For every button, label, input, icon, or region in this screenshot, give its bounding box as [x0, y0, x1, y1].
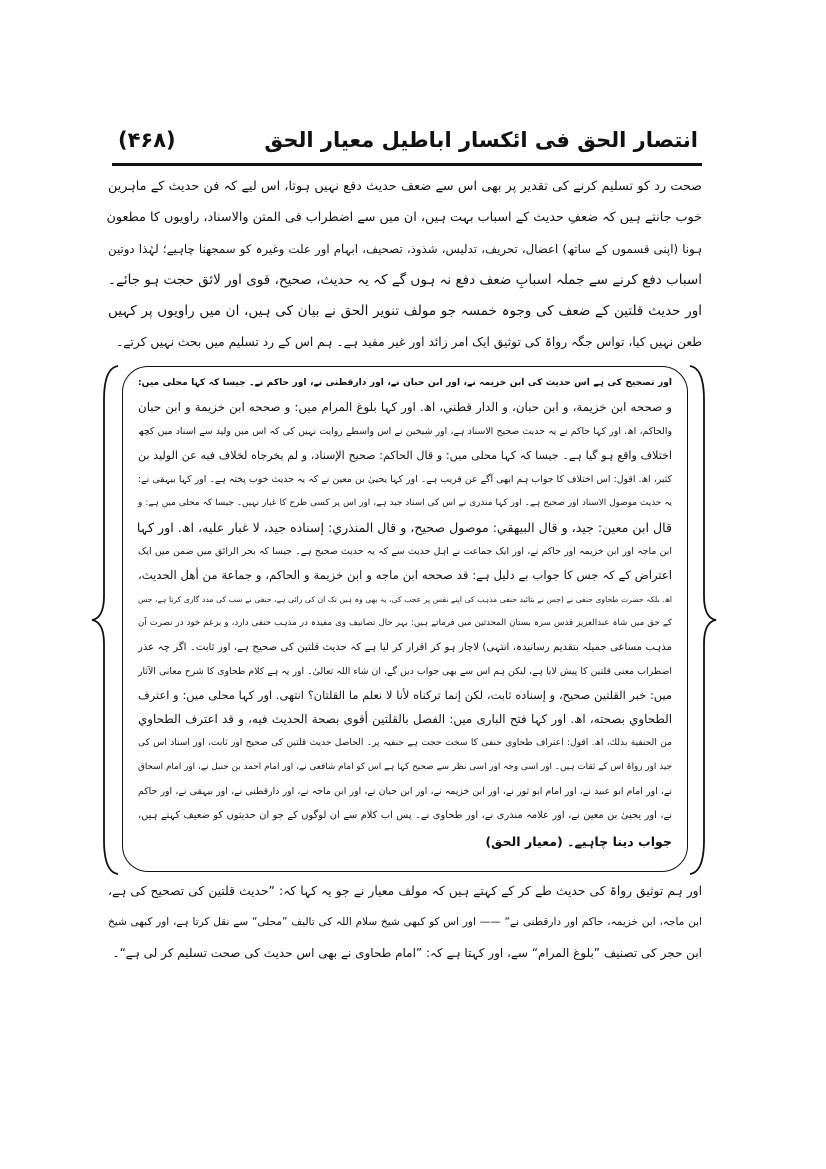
right-brace-ornament	[688, 360, 718, 880]
text-line: ابن ماجہ، ابن خزیمہ، حاکم اور دارقطنی نے“ —— اور اس کو کبھی شیخ سلام اللہ کی تالیف ”محلی“ سے نقل کرتا ہے، اور کبھی شیخ	[108, 916, 702, 928]
quote-line: اضطراب معنی قلتین کا پیش لایا ہے، لیکن ہم اس سے بھی جواب دیں گے، ان شاء اللہ تعالیٰ۔ اور یہ ہے کلام طحاوی کا شرح معانی الآثار	[138, 666, 672, 677]
page-number: (۴۶۸)	[118, 128, 176, 152]
text-line: ابن حجر کی تصنیف ”بلوغ المرام“ سے، اور کہتا ہے کہ: ”امام طحاوی نے بھی اس حدیث کی صحت تسلیم کر لی ہے“۔	[112, 946, 702, 960]
running-header-title: انتصار الحق فی ائکسار اباطیل معیار الحق	[264, 128, 698, 152]
quote-line: میں: خبر القلتين صحيح، و إسناده ثابت، لكن إنما تركناه لأنا لا نعلم ما القلتان؟ انتهى. اور کہا محلی میں: و اعترف	[138, 688, 672, 702]
quote-line: اختلاف واقع ہو گیا ہے۔ جیسا کہ کہا محلی میں: و قال الحاكم: صحيح الإسناد، و لم يخرجاه لخلاف فيه عن الوليد بن	[138, 449, 672, 462]
quote-line: اھ. بلکہ حضرت طحاوی حنفی نے (جس نے بتائید حنفی مذہب کی اپنے نفس پر عجب کی، یہ بھی وہ ہیں تک ان کی رائی ہے، حنفی نے سب کی مدد گاری کرتا ہے، جس	[138, 595, 672, 604]
left-brace-ornament	[90, 360, 120, 880]
quote-line: كثير، اھ. اقول: اس اختلاف کا جواب ہم ابھی آگے عن قریب ہے۔ اور کہا یحییٰ بن معین نے کہ یہ حدیث خوب پختہ ہے۔ اور کہا بیہقی نے:	[138, 474, 672, 485]
quote-line: اور تصحیح کی ہے اس حدیث کی ابن خزیمہ نے، اور ابن حبان نے، اور دارقطنی نے، اور حاکم نے۔ جیسا کہ کہا محلی میں:	[138, 378, 672, 388]
quote-line: مذہب مساعی جمیلہ بتقدیم رسانیدہ، انتہی) لاچار ہو کر اقرار کر لیا ہے کہ حدیث قلتین کی صحیح ہے، اور ثابت۔ اگر چہ عذر	[138, 642, 672, 653]
quote-line: جید اور رواۃ اس کے ثقات ہیں۔ اور اسی وجہ اور اسی نظر سے صحیح کہا ہے اس کو امام شافعی نے، اور امام احمد بن حنبل نے، اور امام اسحاق	[138, 762, 672, 772]
quote-line: اعتراض کے کہ جس کا جواب بے دلیل ہے: قد صححه ابن ماجه و ابن خزيمة و الحاكم، و جماعة من أهل الحديث،	[138, 568, 672, 582]
quote-line: و صححه ابن خزيمة، و ابن حبان، و الدار قطني، اھ. اور کہا بلوغ المرام میں: و صححه ابن خزيمة و ابن حبان	[138, 400, 672, 414]
text-line: خوب جانتے ہیں کہ ضعفِ حدیث کے اسباب بہت ہیں، ان میں سے اضطراب فی المتن والاسناد، راویوں کا مطعون	[106, 210, 702, 225]
text-line: اور حدیث قلتین کے ضعف کی وجوہ خمسہ جو مولف تنویر الحق نے بیان کی ہیں، ان میں راویوں پر کہیں	[108, 303, 702, 319]
quote-line: ابن ماجہ اور ابن خزیمہ اور حاکم نے، اور ایک جماعت نے اہل حدیث سے کہ یہ حدیث صحیح ہے۔ جیسا کہ بحر الرائق میں ضمن میں ایک	[138, 546, 672, 557]
quote-line: نے، اور یحییٰ بن معین نے، اور علامہ منذری نے، اور طحاوی نے۔ پس اب کلام سے ان لوگوں کے جو ان حدیثوں کو ضعیف کہتے ہیں،	[138, 810, 672, 821]
quote-line: من الحنفية بذلك، اھ. اقول: اعتراف طحاوی حنفی کا سخت حجت ہے حنفیہ پر۔ الحاصل حدیث قلتین کی صحیح اور ثابت، اور اسناد اس کی	[138, 738, 672, 748]
text-line: ہونا (اپنی قسموں کے ساتھ) اعضال، تحریف، تدلیس، شذوذ، تصحیف، ابہام اور علت وغیرہ کو سمجھنا چاہیے؛ لہٰذا دوتین	[108, 242, 702, 256]
text-line: صحت رد کو تسلیم کرنے کی تقدیر پر بھی اس سے ضعف حدیث دفع نہیں ہوتا، اس لیے کہ فن حدیث کے ماہرین	[108, 179, 702, 194]
quote-source-line: جواب دینا چاہیے۔ (معیار الحق)	[485, 834, 672, 849]
quote-line: قال ابن معين: جيد، و قال البيهقي: موصول صحيح، و قال المنذري: إسناده جيد، لا غبار عليه، اھ. اور کہا	[136, 520, 672, 535]
header-divider	[112, 163, 702, 166]
text-line: طعن نہیں کیا، تواس جگہ رواۃ کی توثیق ایک امر زائد اور غیر مفید ہے۔ ہم اس کے رد تسلیم میں بحث نہیں کرتے۔	[116, 335, 702, 349]
quote-line: نے، اور امام ابو عبید نے، اور امام ابو ثور نے، اور ابن خزیمہ نے، اور ابن حبان نے، اور ابن ماجہ نے، اور دارقطنی نے، اور بیہقی نے، اور حاکم	[138, 786, 672, 797]
quote-line: والحاكم، اھ. اور کہا حاکم نے یہ حدیث صحیح الاسناد ہے، اور شیخین نے اس واسطے روایت نہیں کی کہ اس میں ولید سے اسناد میں کچھ	[138, 426, 672, 437]
quote-line: کے حق میں شاہ عبدالعزیز قدس سرہ بستان المحدثین میں فرماتے ہیں: بہر حال تصانیف وی مفیدہ در مذہب حنفی دارد، و بزعم خود در نصرت آن	[138, 618, 672, 628]
quote-line: الطحاوي بصحته، اھ. اور کہا فتح الباری میں: الفصل بالقلتين أقوى بصحة الحديث فيه، و قد اعترف الطحاوي	[138, 712, 672, 726]
quote-line: یہ حدیث موصول الاسناد اور صحیح ہے۔ اور کہا منذری نے اس کی اسناد جید ہے، اور اس پر کسی طرح کا غبار نہیں۔ جیسا کہ محلی میں ہے: و	[138, 498, 672, 508]
text-line: اسباب دفع کرنے سے جملہ اسبابِ ضعف دفع نہ ہوں گے کہ یہ حدیث، صحیح، قوی اور لائق حجت ہو جائے۔	[108, 272, 702, 288]
text-line: اور ہم توثیق رواۃ کی حدیث طے کر کے کہتے ہیں کہ مولف معیار نے جو یہ کہا کہ: ”حدیث قلتین کی تصحیح کی ہے،	[108, 884, 702, 898]
